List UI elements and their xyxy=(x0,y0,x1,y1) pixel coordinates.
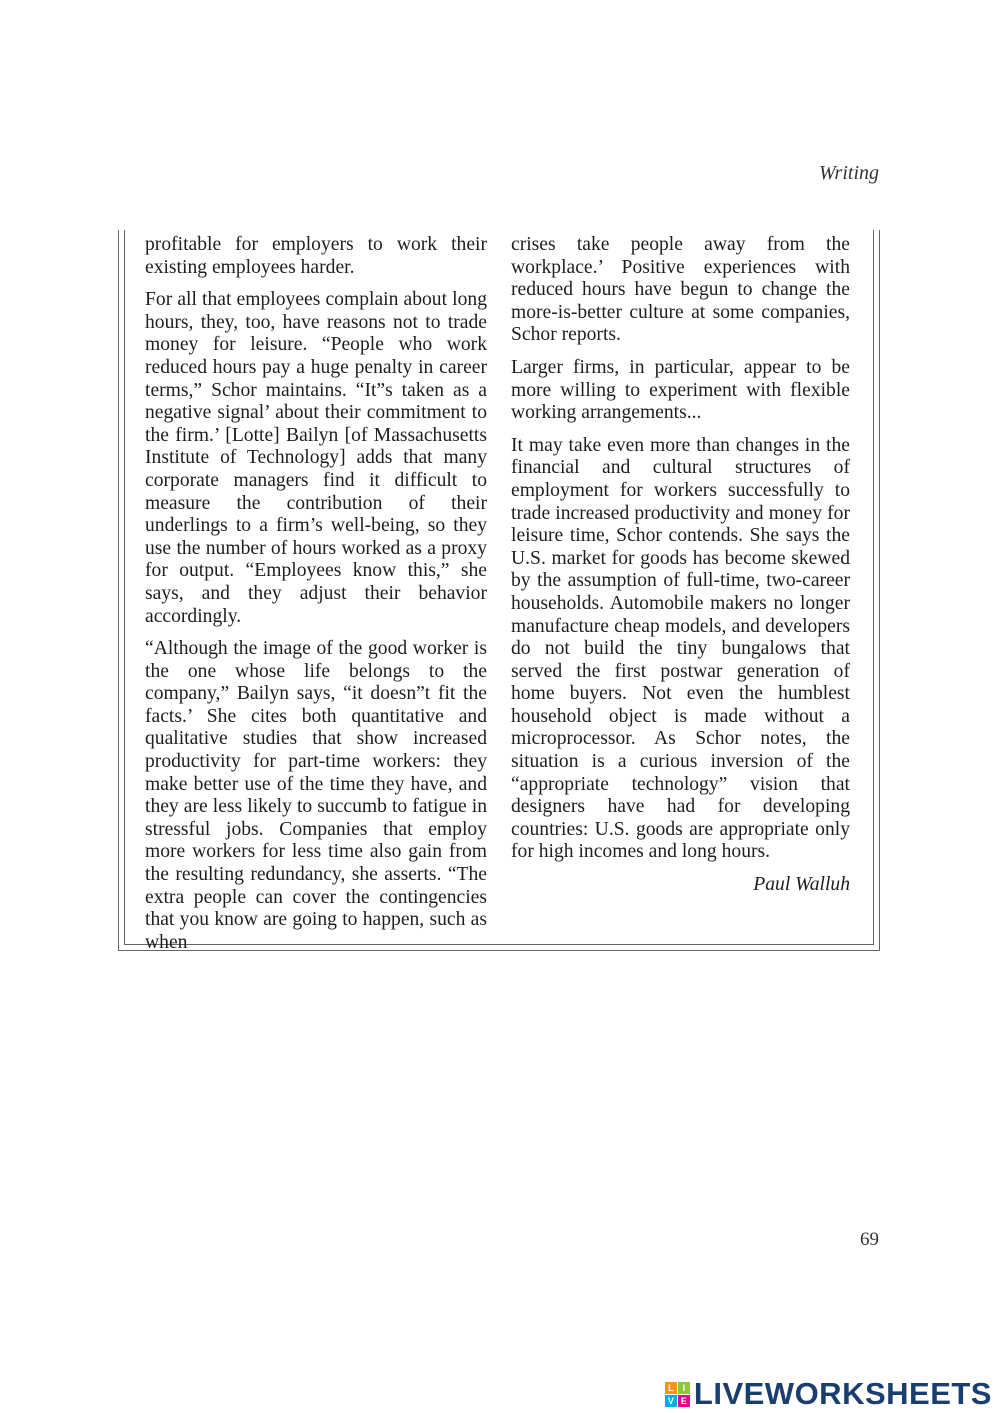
section-title: Writing xyxy=(818,162,879,184)
author-signature: Paul Walluh xyxy=(753,874,850,896)
logo-tile: V xyxy=(665,1395,677,1407)
page-number: 69 xyxy=(860,1229,879,1250)
paragraph: profitable for employers to work their existing employees harder. xyxy=(145,234,487,278)
paragraph: crises take people away from the workplace.’ Positive experiences with reduced hours have begun to change the more-is-better culture at some companies, Schor reports. xyxy=(511,234,850,346)
brand-name: LIVEWORKSHEETS xyxy=(693,1376,992,1411)
logo-tile: I xyxy=(678,1382,690,1394)
paragraph: For all that employees complain about long hours, they, too, have reasons not to trade money for leisure. “People who work reduced hours pay a huge penalty in career terms,” Schor maintains. “It”s taken as a negative signal’ about their commitment to the firm.’ [Lotte] Bailyn [of Massachusetts Institute of Technology] adds that many corporate managers find it difficult to measure the contribution of their underlings to a firm’s well-being, so they use the number of hours worked as a proxy for output. “Employees know this,” she says, and they adjust their behavior accordingly. xyxy=(145,289,487,627)
paragraph: It may take even more than changes in the financial and cultural structures of employment for workers successfully to trade increased productivity and money for leisure time, Schor contends. She says the U.S. market for goods has become skewed by the assumption of full-time, two-career households. Automobile makers no longer manufacture cheap models, and developers do not build the tiny bungalows that served the first postwar generation of home buyers. Not even the humblest household object is made without a microprocessor. As Schor notes, the situation is a curious inversion of the “appropriate technology” vision that designers have had for developing countries: U.S. goods are appropriate only for high incomes and long hours. xyxy=(511,434,850,863)
liveworksheets-logo-icon xyxy=(665,1382,690,1407)
paragraph: “Although the image of the good worker is the one whose life belongs to the company,” Bailyn says, “it doesn”t fit the facts.’ She cites both quantitative and qualitative studies that show increased productivity for part-time workers: they make better use of the time they have, and they are less likely to succumb to fatigue in stressful jobs. Companies that employ more workers for less time also gain from the resulting redundancy, she asserts. “The extra people can cover the contingencies that you know are going to happen, such as when xyxy=(145,638,487,953)
logo-tile: L xyxy=(665,1382,677,1394)
logo-tile: E xyxy=(678,1395,690,1407)
article-column-right xyxy=(511,234,850,897)
paragraph: Larger firms, in particular, appear to be more willing to experiment with flexible working arrangements... xyxy=(511,356,850,424)
article-column-left xyxy=(145,234,487,964)
liveworksheets-brand[interactable] xyxy=(665,1376,992,1412)
